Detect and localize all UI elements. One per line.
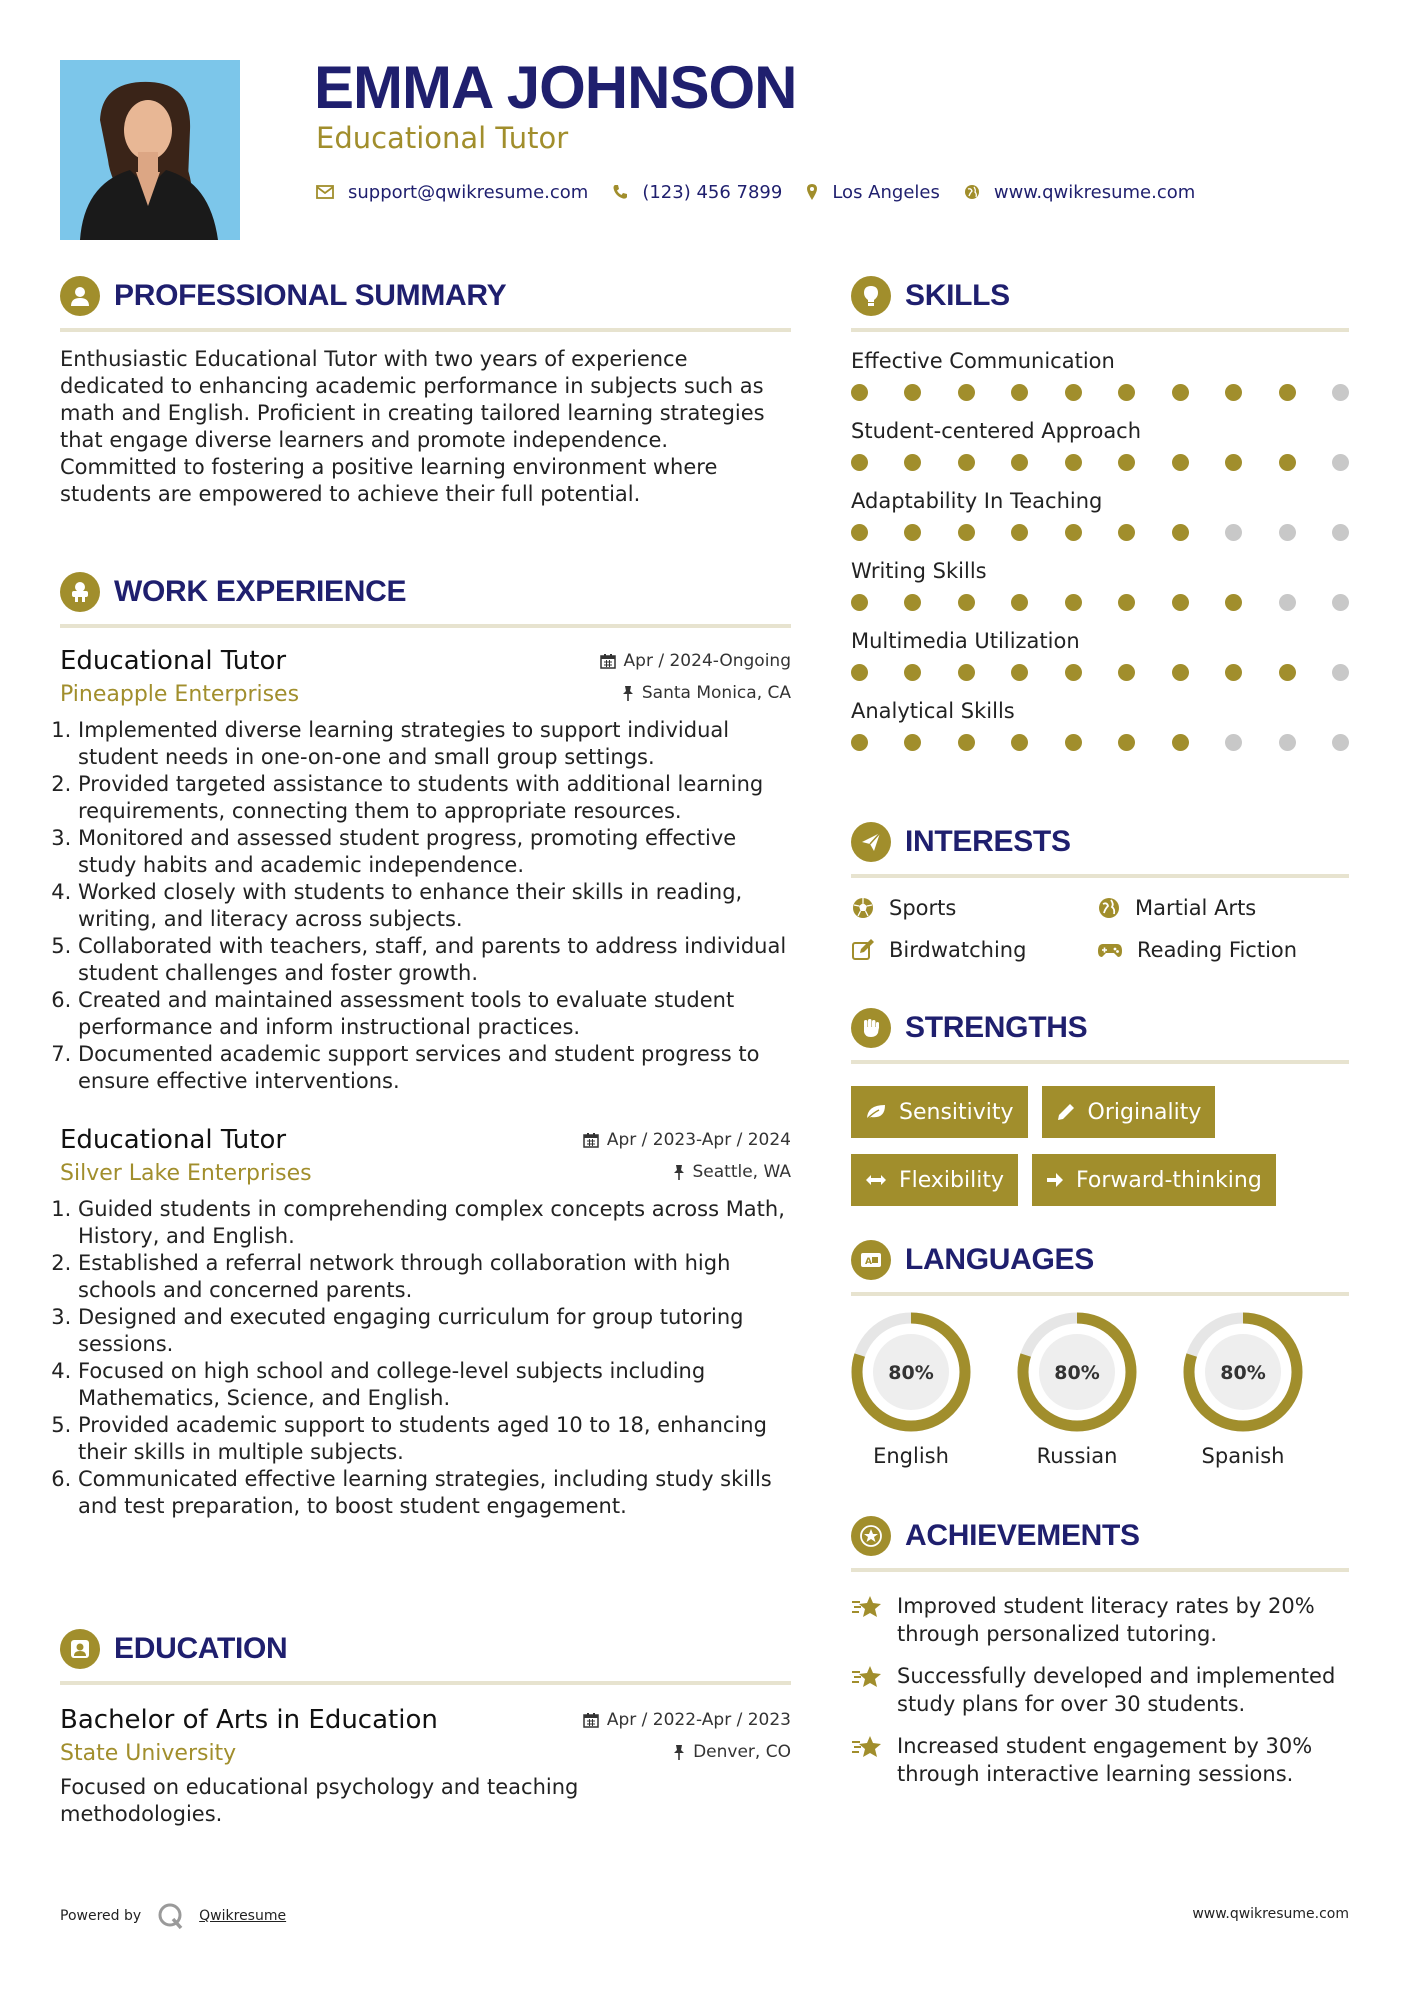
section-divider	[851, 1568, 1349, 1572]
pushpin-icon	[673, 1164, 685, 1180]
qwikresume-logo-icon	[157, 1902, 185, 1930]
lightbulb-icon	[851, 276, 891, 316]
language-item	[851, 1312, 1017, 1468]
summary-section	[60, 274, 791, 508]
summary-text: Enthusiastic Educational Tutor with two years of experience dedicated to enhancing academic performance in subjects such as math and English. Proficient in creating tailored learning strategies that engage diverse learners and promote independence. Committed to fostering a positive learning environment where students are empowered to achieve their full potential.	[60, 347, 765, 506]
rating-dot-filled	[1011, 454, 1028, 471]
rating-dot-empty	[1225, 734, 1242, 751]
education-entry	[60, 1705, 791, 1828]
svg-text:A: A	[865, 1257, 872, 1267]
interest-label: Sports	[889, 896, 957, 920]
rating-dot-filled	[1118, 664, 1135, 681]
education-dates-text: Apr / 2022-Apr / 2023	[606, 1710, 791, 1730]
qwikresume-link[interactable]: Qwikresume	[199, 1908, 287, 1924]
pushpin-icon	[673, 1744, 685, 1760]
rating-dot-filled	[1172, 454, 1189, 471]
contact-website-text: www.qwikresume.com	[993, 181, 1196, 203]
rating-dot-empty	[1225, 524, 1242, 541]
job-company: Silver Lake Enterprises	[60, 1161, 312, 1186]
duty-item: 4. Focused on high school and college-level subjects including Mathematics, Science, and English.	[78, 1358, 791, 1412]
skills-heading: SKILLS	[905, 279, 1010, 312]
skill-rating	[851, 524, 1349, 541]
duty-item: 5. Provided academic support to students aged 10 to 18, enhancing their skills in multiple subjects.	[78, 1412, 791, 1466]
rating-dot-filled	[1172, 734, 1189, 751]
interests-grid	[851, 896, 1349, 962]
job-duties	[60, 717, 791, 1095]
language-percent: 80%	[1054, 1362, 1100, 1384]
language-name: English	[873, 1444, 949, 1468]
rating-dot-filled	[904, 384, 921, 401]
duty-item: 1. Implemented diverse learning strategies to support individual student needs in one-on-one and small group settings.	[78, 717, 791, 771]
section-divider	[60, 328, 791, 332]
person-illustration	[60, 60, 240, 240]
rating-dot-filled	[1118, 734, 1135, 751]
section-header	[851, 274, 1349, 318]
interest-label: Martial Arts	[1135, 896, 1257, 920]
language-percent: 80%	[1220, 1362, 1266, 1384]
rating-dot-filled	[1225, 384, 1242, 401]
job-entry	[60, 646, 791, 1095]
rating-dot-empty	[1332, 594, 1349, 611]
strength-label: Flexibility	[899, 1167, 1004, 1193]
achievement-text: Successfully developed and implemented study plans for over 30 students.	[897, 1664, 1336, 1716]
calendar-icon	[583, 1712, 599, 1728]
section-header	[851, 1006, 1349, 1050]
rating-dot-filled	[851, 454, 868, 471]
strength-label: Sensitivity	[899, 1099, 1014, 1125]
duty-item: 6. Communicated effective learning strategies, including study skills and test preparation, to boost student engagement.	[78, 1466, 791, 1520]
school-name: State University	[60, 1741, 237, 1766]
section-divider	[60, 1681, 791, 1685]
award-icon	[851, 1516, 891, 1556]
section-header	[60, 1627, 791, 1671]
degree-name: Bachelor of Arts in Education	[60, 1705, 438, 1735]
section-header	[851, 820, 1349, 864]
rating-dot-filled	[1279, 454, 1296, 471]
interest-item	[1097, 938, 1349, 962]
achievement-text: Improved student literacy rates by 20% through personalized tutoring.	[897, 1594, 1315, 1646]
job-duties	[60, 1196, 791, 1520]
language-percent: 80%	[888, 1362, 934, 1384]
rating-dot-filled	[904, 594, 921, 611]
rating-dot-filled	[851, 734, 868, 751]
job-dates	[583, 1130, 791, 1150]
rating-dot-filled	[1065, 524, 1082, 541]
interest-item	[851, 938, 1097, 962]
interests-heading: INTERESTS	[905, 825, 1071, 858]
achievement-item	[851, 1592, 1349, 1648]
duty-item: 2. Established a referral network through collaboration with high schools and concerned parents.	[78, 1250, 791, 1304]
language-icon	[851, 1240, 891, 1280]
contact-email-text: support@qwikresume.com	[348, 181, 589, 203]
section-header	[851, 1238, 1349, 1282]
education-location-text: Denver, CO	[693, 1742, 791, 1762]
education-location	[673, 1742, 791, 1762]
contact-website[interactable]	[964, 182, 1195, 203]
job-title: Educational Tutor	[60, 646, 287, 676]
duty-item: 6. Created and maintained assessment tools to evaluate student performance and inform instructional practices.	[78, 987, 791, 1041]
rating-dot-filled	[958, 454, 975, 471]
rating-dot-filled	[851, 524, 868, 541]
summary-heading: PROFESSIONAL SUMMARY	[114, 279, 507, 312]
arrows-horizontal-icon	[865, 1173, 887, 1187]
powered-by-text: Powered by	[60, 1908, 142, 1924]
rating-dot-filled	[904, 734, 921, 751]
rating-dot-filled	[958, 594, 975, 611]
arrow-right-icon	[1046, 1171, 1064, 1189]
fist-icon	[851, 1008, 891, 1048]
skill-name: Multimedia Utilization	[851, 629, 1080, 653]
skill-name: Effective Communication	[851, 349, 1115, 373]
duty-item: 4. Worked closely with students to enhance their skills in reading, writing, and literacy across subjects.	[78, 879, 791, 933]
skill-name: Adaptability In Teaching	[851, 489, 1103, 513]
experience-section	[60, 570, 791, 1520]
rating-dot-empty	[1332, 454, 1349, 471]
rating-dot-empty	[1279, 594, 1296, 611]
rating-dot-filled	[1118, 594, 1135, 611]
rating-dot-filled	[1279, 664, 1296, 681]
job-location	[673, 1162, 792, 1182]
skill-name: Analytical Skills	[851, 699, 1015, 723]
pushpin-icon	[622, 685, 634, 701]
duty-item: 7. Documented academic support services and student progress to ensure effective interventions.	[78, 1041, 791, 1095]
rating-dot-filled	[1065, 454, 1082, 471]
rating-dot-filled	[904, 454, 921, 471]
achievement-item	[851, 1662, 1349, 1718]
globe-icon	[1097, 896, 1121, 920]
contact-location-text: Los Angeles	[832, 181, 940, 203]
section-divider	[851, 1060, 1349, 1064]
contact-location	[806, 182, 940, 203]
job-company: Pineapple Enterprises	[60, 682, 300, 707]
edit-icon	[851, 938, 875, 962]
rating-dot-empty	[1279, 734, 1296, 751]
footer-website[interactable]: www.qwikresume.com	[1192, 1906, 1349, 1922]
section-divider	[851, 1292, 1349, 1296]
star-icon	[851, 1594, 883, 1620]
envelope-icon	[316, 185, 334, 199]
rating-dot-filled	[958, 384, 975, 401]
language-item	[1017, 1312, 1183, 1468]
interests-section	[851, 820, 1349, 962]
candidate-title: Educational Tutor	[316, 121, 569, 155]
rating-dot-filled	[1225, 454, 1242, 471]
rating-dot-filled	[1172, 664, 1189, 681]
skill-rating	[851, 734, 1349, 751]
job-entry	[60, 1125, 791, 1520]
language-ring	[1183, 1312, 1303, 1432]
skill-name: Writing Skills	[851, 559, 987, 583]
rating-dot-filled	[1065, 384, 1082, 401]
strength-badge	[851, 1086, 1028, 1138]
education-dates	[583, 1710, 791, 1730]
job-dates-text: Apr / 2023-Apr / 2024	[606, 1130, 791, 1150]
duty-item: 3. Monitored and assessed student progress, promoting effective study habits and academic independence.	[78, 825, 791, 879]
phone-icon	[612, 184, 628, 200]
rating-dot-filled	[958, 734, 975, 751]
strength-badge	[1042, 1086, 1216, 1138]
job-location-text: Seattle, WA	[692, 1162, 791, 1182]
paper-plane-icon	[851, 822, 891, 862]
skill-rating	[851, 454, 1349, 471]
job-dates	[600, 651, 791, 671]
rating-dot-empty	[1332, 734, 1349, 751]
section-divider	[851, 328, 1349, 332]
strengths-heading: STRENGTHS	[905, 1011, 1088, 1044]
section-divider	[60, 624, 791, 628]
language-name: Spanish	[1201, 1444, 1285, 1468]
job-location	[622, 683, 791, 703]
rating-dot-filled	[1225, 664, 1242, 681]
strengths-section	[851, 1006, 1349, 1206]
languages-heading: LANGUAGES	[905, 1243, 1094, 1276]
rating-dot-filled	[1011, 524, 1028, 541]
languages-list	[851, 1312, 1349, 1468]
duty-item: 1. Guided students in comprehending complex concepts across Math, History, and English.	[78, 1196, 791, 1250]
rating-dot-filled	[958, 664, 975, 681]
rating-dot-empty	[1332, 384, 1349, 401]
job-location-text: Santa Monica, CA	[641, 683, 791, 703]
skills-section	[851, 274, 1349, 764]
rating-dot-filled	[1118, 454, 1135, 471]
calendar-icon	[583, 1132, 599, 1148]
section-header	[851, 1514, 1349, 1558]
language-item	[1183, 1312, 1349, 1468]
pencil-icon	[1056, 1102, 1076, 1122]
map-pin-icon	[806, 183, 818, 201]
calendar-icon	[600, 653, 616, 669]
rating-dot-filled	[904, 664, 921, 681]
interest-item	[1097, 896, 1349, 920]
interest-label: Birdwatching	[889, 938, 1027, 962]
rating-dot-filled	[1225, 594, 1242, 611]
skill-rating	[851, 664, 1349, 681]
rating-dot-filled	[1065, 734, 1082, 751]
language-ring	[1017, 1312, 1137, 1432]
achievements-section	[851, 1514, 1349, 1802]
rating-dot-filled	[851, 594, 868, 611]
duty-item: 3. Designed and executed engaging curriculum for group tutoring sessions.	[78, 1304, 791, 1358]
strength-badge	[851, 1154, 1018, 1206]
footer-powered-by	[60, 1902, 286, 1930]
job-dates-text: Apr / 2024-Ongoing	[623, 651, 791, 671]
section-header	[60, 274, 791, 318]
skill-rating	[851, 594, 1349, 611]
achievements-list	[851, 1592, 1349, 1788]
language-name: Russian	[1036, 1444, 1118, 1468]
profile-photo	[60, 60, 240, 240]
user-icon	[60, 276, 100, 316]
section-header	[60, 570, 791, 614]
rating-dot-filled	[958, 524, 975, 541]
skill-name: Student-centered Approach	[851, 419, 1142, 443]
rating-dot-filled	[1065, 594, 1082, 611]
rating-dot-filled	[1011, 734, 1028, 751]
strength-badge	[1032, 1154, 1276, 1206]
job-title: Educational Tutor	[60, 1125, 287, 1155]
rating-dot-empty	[1332, 664, 1349, 681]
rating-dot-filled	[1011, 664, 1028, 681]
briefcase-icon	[60, 572, 100, 612]
interest-label: Reading Fiction	[1137, 938, 1298, 962]
interest-item	[851, 896, 1097, 920]
education-heading: EDUCATION	[114, 1632, 288, 1665]
contact-bar	[316, 180, 1219, 204]
rating-dot-filled	[1172, 594, 1189, 611]
skill-rating	[851, 384, 1349, 401]
education-section	[60, 1627, 791, 1828]
experience-heading: WORK EXPERIENCE	[114, 575, 407, 608]
duty-item: 2. Provided targeted assistance to students with additional learning requirements, connecting them to appropriate resources.	[78, 771, 791, 825]
section-divider	[851, 874, 1349, 878]
rating-dot-empty	[1279, 524, 1296, 541]
rating-dot-filled	[1172, 384, 1189, 401]
duty-item: 5. Collaborated with teachers, staff, and parents to address individual student challenges and foster growth.	[78, 933, 791, 987]
soccer-ball-icon	[851, 896, 875, 920]
rating-dot-filled	[1065, 664, 1082, 681]
skills-list	[851, 344, 1349, 751]
contact-email[interactable]	[316, 182, 588, 203]
rating-dot-filled	[1118, 524, 1135, 541]
achievements-heading: ACHIEVEMENTS	[905, 1519, 1140, 1552]
candidate-name: EMMA JOHNSON	[314, 54, 797, 121]
contact-phone-text: (123) 456 7899	[642, 181, 783, 203]
strength-label: Forward-thinking	[1076, 1167, 1262, 1193]
contact-phone[interactable]	[612, 182, 782, 203]
star-icon	[851, 1734, 883, 1760]
rating-dot-empty	[1332, 524, 1349, 541]
rating-dot-filled	[851, 384, 868, 401]
rating-dot-filled	[904, 524, 921, 541]
strengths-badges	[851, 1086, 1349, 1206]
leaf-icon	[865, 1103, 887, 1121]
rating-dot-filled	[1011, 384, 1028, 401]
gamepad-icon	[1097, 940, 1123, 960]
rating-dot-filled	[851, 664, 868, 681]
rating-dot-filled	[1118, 384, 1135, 401]
graduate-icon	[60, 1629, 100, 1669]
rating-dot-filled	[1172, 524, 1189, 541]
achievement-text: Increased student engagement by 30% through interactive learning sessions.	[897, 1734, 1313, 1786]
star-icon	[851, 1664, 883, 1690]
globe-icon	[964, 184, 980, 200]
rating-dot-filled	[1279, 384, 1296, 401]
language-ring	[851, 1312, 971, 1432]
achievement-item	[851, 1732, 1349, 1788]
rating-dot-filled	[1011, 594, 1028, 611]
strength-label: Originality	[1087, 1099, 1202, 1125]
languages-section	[851, 1238, 1349, 1468]
education-description: Focused on educational psychology and teaching methodologies.	[60, 1775, 579, 1826]
